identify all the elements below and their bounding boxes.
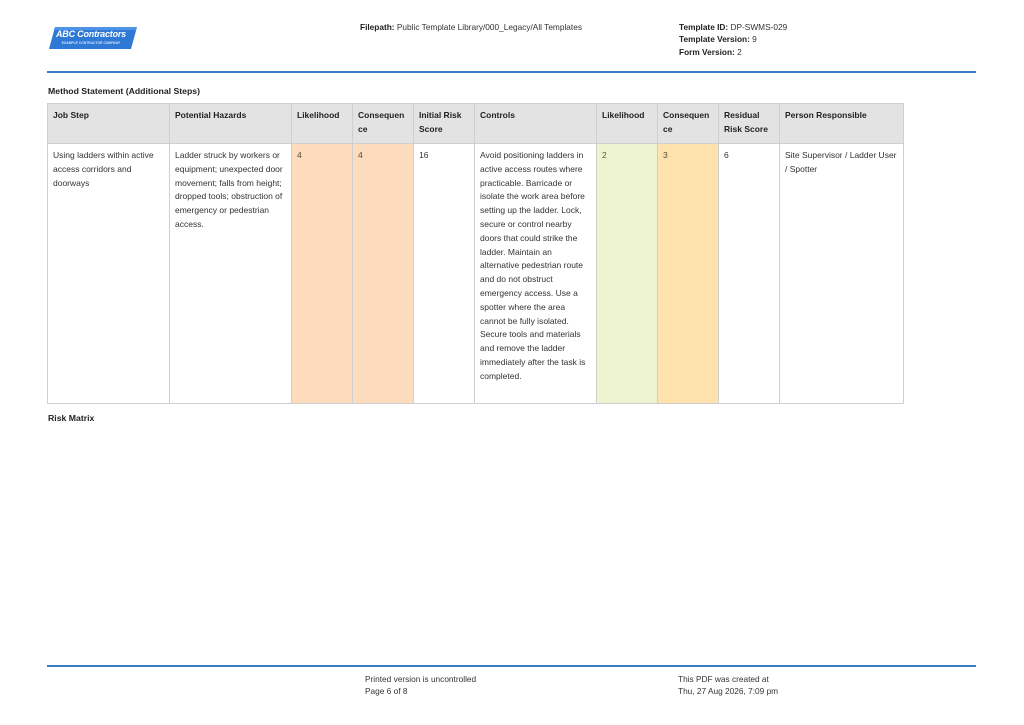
cell-residual-consequence: 3: [658, 144, 719, 404]
cell-controls: Avoid positioning ladders in active access routes where practicable. Barricade or isolate the work area before setting up the ladder. Lock, secure or control nearby doors that could strike the ladder. Maintain an alternative pedestrian route and do not obstruct emergency access. Use a spotter where the area cannot be fully isolated. Secure tools and materials and remove the ladder immediately after the task is completed.: [475, 144, 597, 404]
template-version-label: Template Version:: [679, 34, 750, 45]
table-header-row: [48, 104, 904, 144]
col-header-person-responsible: Person Responsible: [780, 104, 904, 144]
cell-person-responsible: Site Supervisor / Ladder User / Spotter: [780, 144, 904, 404]
col-header-residual-likelihood: Likelihood: [597, 104, 658, 144]
footer-left: [365, 673, 476, 698]
cell-initial-risk-score: 16: [414, 144, 475, 404]
page-number: Page 6 of 8: [365, 686, 408, 697]
template-version-value: 9: [752, 34, 757, 45]
filepath-info: [360, 21, 582, 33]
template-info: [679, 21, 787, 58]
company-logo: [49, 26, 137, 50]
col-header-potential-hazards: Potential Hazards: [170, 104, 292, 144]
template-id-label: Template ID:: [679, 22, 729, 32]
filepath-value: Public Template Library/000_Legacy/All Templates: [396, 22, 582, 32]
footer-divider: [47, 665, 976, 667]
form-version-label: Form Version:: [679, 46, 735, 57]
col-header-controls: Controls: [475, 104, 597, 144]
created-timestamp: Thu, 27 Aug 2026, 7:09 pm: [678, 686, 779, 697]
method-statement-title: Method Statement (Additional Steps): [48, 86, 201, 96]
page-header: [0, 0, 1024, 73]
logo-company-name: ABC Contractors: [55, 29, 126, 39]
footer-right: [678, 673, 778, 698]
logo-tagline: EXAMPLE CONTRACTOR COMPANY: [61, 41, 121, 45]
col-header-residual-consequence: Consequence: [658, 104, 719, 144]
col-header-initial-consequence: Consequence: [353, 104, 414, 144]
header-divider: [47, 71, 976, 73]
cell-potential-hazards: Ladder struck by workers or equipment; unexpected door movement; falls from height; dropped tools; obstruction of emergency or pedestrian access.: [170, 144, 292, 404]
col-header-initial-likelihood: Likelihood: [292, 104, 353, 144]
cell-job-step: Using ladders within active access corridors and doorways: [48, 144, 170, 404]
filepath-label: Filepath:: [360, 22, 395, 32]
template-version-line: [679, 33, 787, 45]
template-id-value: DP-SWMS-029: [730, 22, 788, 32]
cell-initial-consequence: 4: [353, 144, 414, 404]
created-label: This PDF was created at: [678, 674, 769, 684]
method-statement-table: [47, 103, 904, 404]
cell-residual-likelihood: 2: [597, 144, 658, 404]
form-version-line: [679, 46, 787, 58]
uncontrolled-notice: Printed version is uncontrolled: [365, 674, 477, 684]
col-header-job-step: Job Step: [48, 104, 170, 144]
col-header-initial-risk-score: Initial Risk Score: [414, 104, 475, 144]
cell-initial-likelihood: 4: [292, 144, 353, 404]
col-header-residual-risk-score: Residual Risk Score: [719, 104, 780, 144]
cell-residual-risk-score: 6: [719, 144, 780, 404]
template-id-line: [679, 21, 787, 33]
risk-matrix-title: Risk Matrix: [48, 413, 95, 423]
table-row: [48, 144, 904, 404]
form-version-value: 2: [737, 46, 742, 57]
